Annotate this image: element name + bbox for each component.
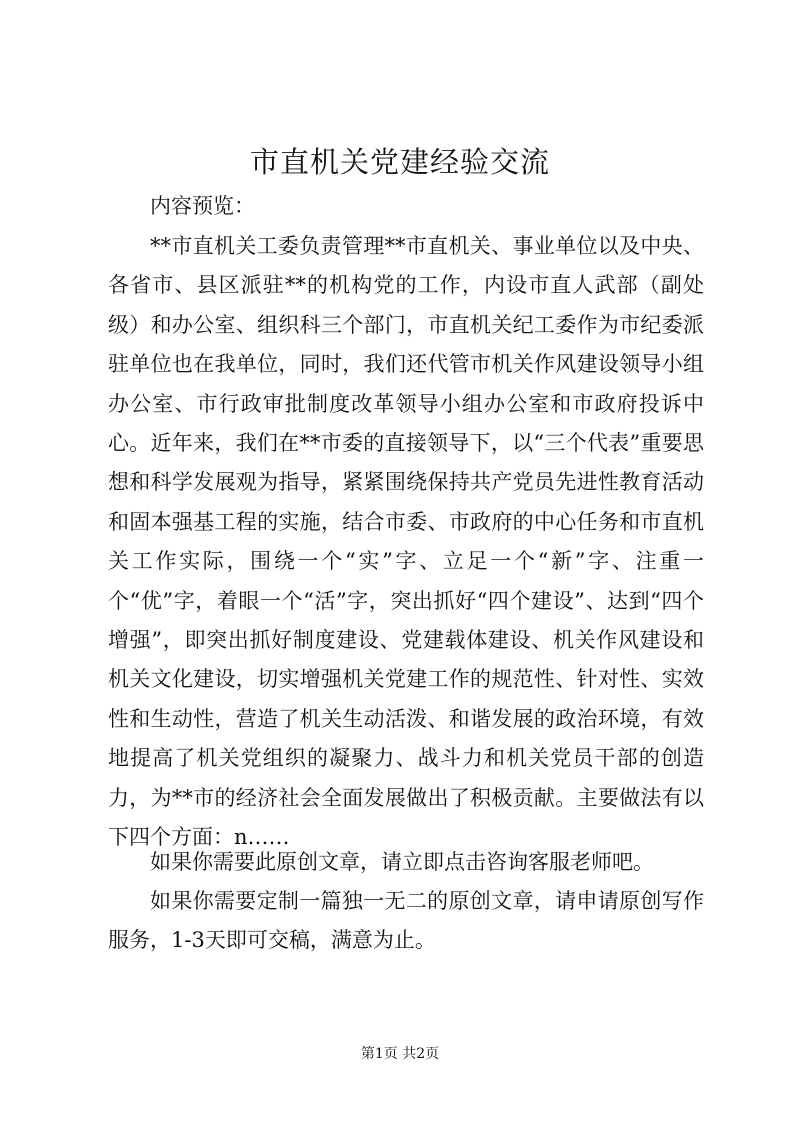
custom-writing-paragraph: 如果你需要定制一篇独一无二的原创文章，请申请原创写作服务，1-3天即可交稿，满意为止。 xyxy=(108,889,704,953)
document-title: 市直机关党建经验交流 xyxy=(249,145,550,179)
page-footer: 第1页 共2页 xyxy=(360,1046,440,1062)
preview-label: 内容预览： xyxy=(150,194,255,218)
consult-paragraph: 如果你需要此原创文章，请立即点击咨询客服老师吧。 xyxy=(150,850,654,874)
body-paragraph: **市直机关工委负责管理**市直机关、事业单位以及中央、各省市、县区派驻**的机构党的工作，内设市直人武部（副处级）和办公室、组织科三个部门，市直机关纪工委作为市纪委派驻单位也在我单位，同时，我们还代管市机关作风建设领导小组办公室、市行政审批制度改革领导小组办公室和市政府投诉中心。近年来，我们在**市委的直接领导下，以“三个代表”重要思想和科学发展观为指导，紧紧围绕保持共产党员先进性教育活动和固本强基工程的实施，结合市委、市政府的中心任务和市直机关工作实际，围绕一个“实”字、立足一个“新”字、注重一个“优”字，着眼一个“活”字，突出抓好“四个建设”、达到“四个增强”，即突出抓好制度建设、党建载体建设、机关作风建设和机关文化建设，切实增强机关党建工作的规范性、针对性、实效性和生动性，营造了机关生动活泼、和谐发展的政治环境，有效地提高了机关党组织的凝聚力、战斗力和机关党员干部的创造力，为**市的经济社会全面发展做出了积极贡献。主要做法有以下四个方面：n…… xyxy=(108,234,704,850)
